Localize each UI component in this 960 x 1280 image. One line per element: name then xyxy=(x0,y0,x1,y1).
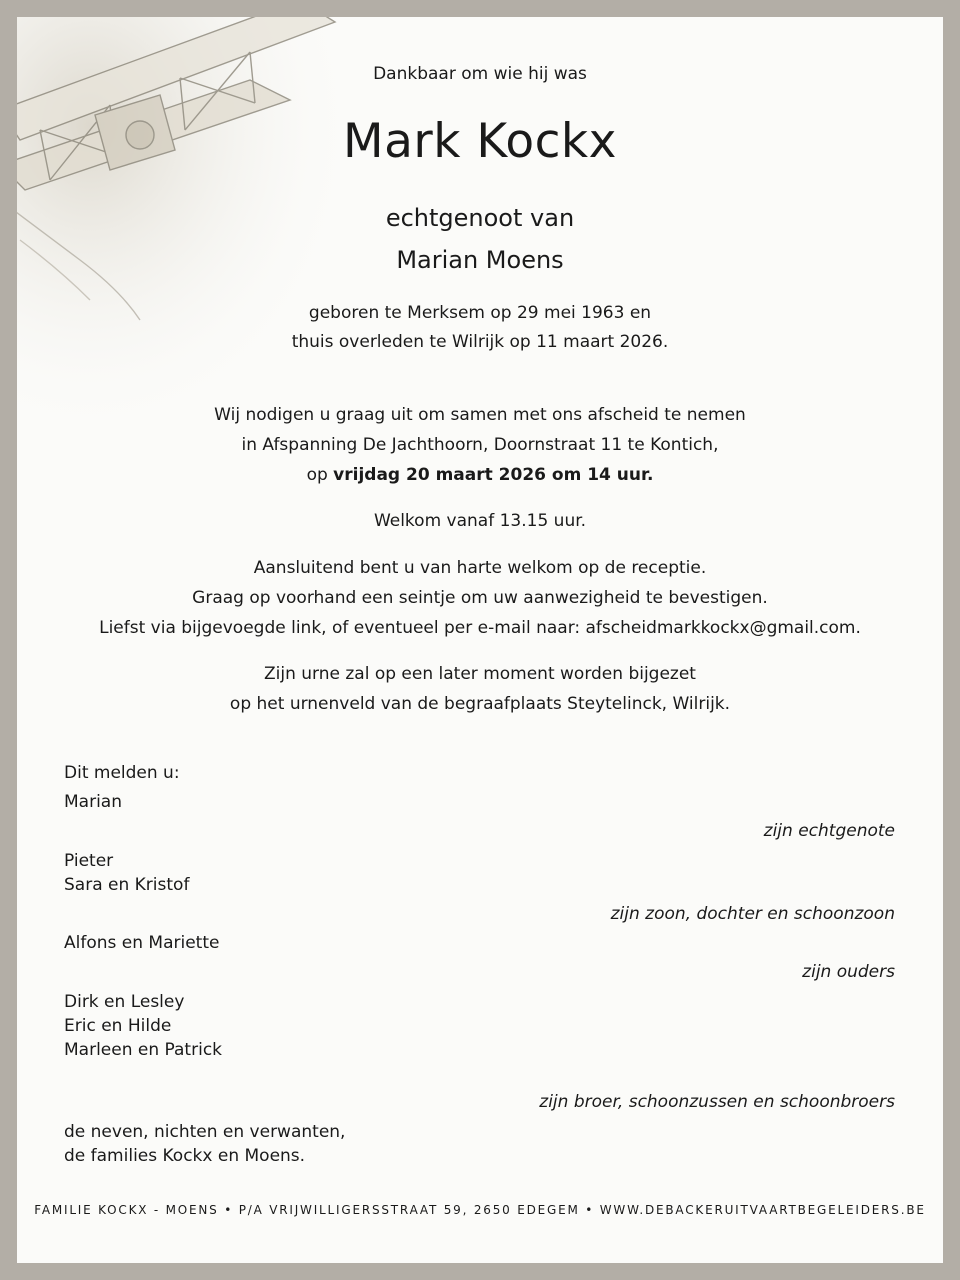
urn-line-2: op het urnenveld van de begraafplaats Steytelinck, Wilrijk. xyxy=(229,694,731,714)
reception-line-3: Liefst via bijgevoegde link, of eventueel per e-mail naar: afscheidmarkkockx@gmail.com. xyxy=(99,618,861,638)
deceased-name: Mark Kockx xyxy=(343,114,617,169)
family-relation: zijn ouders xyxy=(802,962,895,982)
family-intro: Dit melden u: xyxy=(64,763,180,783)
invitation-date-bold: vrijdag 20 maart 2026 om 14 uur. xyxy=(333,465,654,485)
closing-line-2: de families Kockx en Moens. xyxy=(64,1146,306,1166)
obituary-card xyxy=(17,17,943,1263)
family-name: Pieter xyxy=(64,851,114,871)
death-line: thuis overleden te Wilrijk op 11 maart 2026. xyxy=(291,332,669,352)
family-name: Eric en Hilde xyxy=(64,1016,172,1036)
birth-line: geboren te Merksem op 29 mei 1963 en xyxy=(308,303,652,323)
footer-address: FAMILIE KOCKX - MOENS • P/A VRIJWILLIGERSSTRAAT 59, 2650 EDEGEM • WWW.DEBACKERUITVAARTBEGELEIDERS.BE xyxy=(34,1203,926,1217)
family-relation: zijn broer, schoonzussen en schoonbroers xyxy=(539,1092,895,1112)
family-relation: zijn zoon, dochter en schoonzoon xyxy=(610,904,895,924)
relation-label: echtgenoot van xyxy=(385,204,575,232)
family-name: Dirk en Lesley xyxy=(64,992,185,1012)
invitation-date xyxy=(17,461,943,490)
family-name: Sara en Kristof xyxy=(64,875,190,895)
welcome-time: Welkom vanaf 13.15 uur. xyxy=(373,511,587,531)
closing-line-1: de neven, nichten en verwanten, xyxy=(64,1122,346,1142)
spouse-name: Marian Moens xyxy=(396,246,564,274)
family-name: Alfons en Mariette xyxy=(64,933,220,953)
reception-line-2: Graag op voorhand een seintje om uw aanwezigheid te bevestigen. xyxy=(192,588,768,608)
invitation-date-prefix: op xyxy=(306,465,328,485)
tagline: Dankbaar om wie hij was xyxy=(373,64,587,84)
family-name: Marian xyxy=(64,792,122,812)
family-relation: zijn echtgenote xyxy=(763,821,895,841)
urn-line-1: Zijn urne zal op een later moment worden bijgezet xyxy=(264,664,696,684)
invitation-line-1: Wij nodigen u graag uit om samen met ons afscheid te nemen xyxy=(214,405,746,425)
invitation-line-2: in Afspanning De Jachthoorn, Doornstraat 11 te Kontich, xyxy=(241,435,719,455)
reception-line-1: Aansluitend bent u van harte welkom op de receptie. xyxy=(253,558,707,578)
family-name: Marleen en Patrick xyxy=(64,1040,223,1060)
